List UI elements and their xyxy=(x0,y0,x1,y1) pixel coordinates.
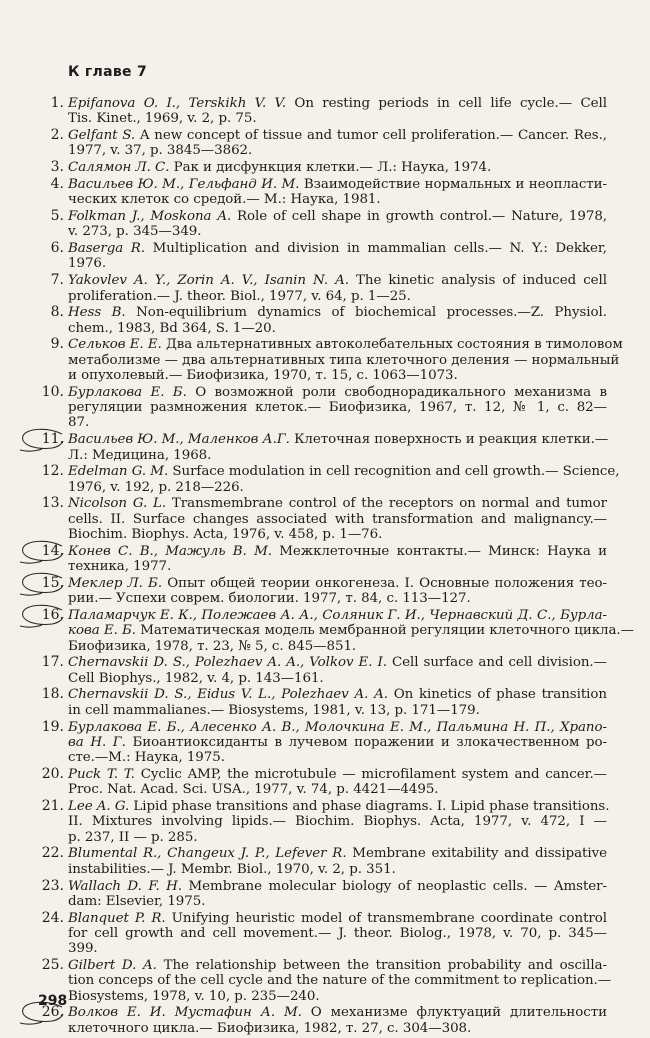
reference-line xyxy=(68,289,607,304)
reference-text: proliferation.— J. theor. Biol., 1977, v. 64, p. 1—25. xyxy=(68,288,411,304)
reference-authors: Epifanova O. I., Terskikh V. V. xyxy=(68,96,287,111)
reference-item xyxy=(0,273,607,304)
reference-number: 19. xyxy=(41,718,64,735)
reference-line xyxy=(68,415,607,430)
reference-text: Биоантиоксиданты в лучевом поражении и злокачественном ро- xyxy=(125,734,607,750)
reference-text: регуляции размножения клеток.— Биофизика, 1967, т. 12, № 1, с. 82— xyxy=(68,400,607,416)
reference-line xyxy=(68,591,607,606)
reference-line xyxy=(68,464,620,480)
reference-list xyxy=(0,96,650,1038)
reference-text: Cyclic AMP, the microtubule — microfilament system and cancer.— xyxy=(134,766,607,782)
reference-line xyxy=(68,608,607,623)
reference-authors: Gilbert D. A. xyxy=(68,958,157,974)
reference-authors: Бурлакова Е. Б., Алесенко А. В., Молочкина Е. М., Пальмина Н. П., Храпо- xyxy=(68,719,607,735)
reference-item xyxy=(0,655,607,686)
reference-authors: кова Е. Б. xyxy=(68,623,136,639)
reference-text: Multiplication and division in mammalian cells.— N. Y.: Dekker, xyxy=(145,241,607,257)
reference-line xyxy=(68,544,607,559)
reference-item xyxy=(0,177,607,208)
reference-number: 16. xyxy=(41,607,64,623)
reference-authors: Волков Е. И. Мустафин А. М. xyxy=(68,1005,302,1021)
reference-text: Proc. Nat. Acad. Sci. USA., 1977, v. 74, p. 4421—4495. xyxy=(68,782,439,798)
reference-authors: Васильев Ю. М., Гельфанд И. М. xyxy=(68,176,300,192)
reference-authors: Бурлакова Е. Б. xyxy=(68,384,187,400)
reference-item xyxy=(0,336,623,384)
reference-number: 15. xyxy=(41,574,64,591)
reference-text: техника, 1977. xyxy=(68,559,172,575)
reference-text: Role of cell shape in growth control.— Nature, 1978, xyxy=(231,209,608,225)
reference-line xyxy=(68,480,607,495)
reference-line xyxy=(68,926,607,941)
reference-line xyxy=(68,782,607,797)
reference-line xyxy=(68,512,607,527)
reference-line xyxy=(68,894,607,909)
reference-text: Lipid phase transitions and phase diagrams. I. Lipid phase transitions. xyxy=(129,799,610,815)
reference-item xyxy=(0,607,634,654)
reference-authors: Меклер Л. Б. xyxy=(68,575,163,591)
reference-line xyxy=(68,830,607,845)
reference-number: 11. xyxy=(41,431,64,448)
reference-line xyxy=(68,527,607,542)
reference-number: 10. xyxy=(41,383,64,400)
reference-line xyxy=(68,305,607,320)
reference-text: for cell growth and cell movement.— J. theor. Biolog., 1978, v. 70, p. 345— xyxy=(68,925,607,941)
reference-item xyxy=(0,911,607,957)
reference-line xyxy=(68,177,607,192)
reference-text: 1977, v. 37, p. 3845—3862. xyxy=(68,143,253,159)
page-number: 298 xyxy=(38,993,68,1009)
reference-text: 399. xyxy=(68,941,98,957)
reference-number: 1. xyxy=(50,95,64,111)
reference-item xyxy=(0,798,610,845)
reference-line xyxy=(68,192,607,207)
reference-text: in cell mammalianes.— Biosystems, 1981, v. 13, p. 171—179. xyxy=(68,702,480,718)
reference-number: 20. xyxy=(41,765,64,782)
reference-text: tion conceps of the cell cycle and the nature of the commitment to replication.— xyxy=(68,973,612,989)
reference-item xyxy=(0,128,607,159)
reference-authors: Hess B. xyxy=(68,305,126,321)
reference-text: Два альтернативных автоколебательных состояния в тимоловом xyxy=(161,337,623,353)
reference-line xyxy=(68,750,607,765)
reference-line xyxy=(68,1021,607,1036)
reference-text: instabilities.— J. Membr. Biol., 1970, v. 2, p. 351. xyxy=(68,861,396,877)
reference-text: A new concept of tissue and tumor cell proliferation.— Cancer. Res., xyxy=(135,128,607,144)
reference-item xyxy=(0,846,607,877)
reference-line xyxy=(68,911,607,926)
reference-line xyxy=(68,496,607,511)
reference-text: Cell Biophys., 1982, v. 4, p. 143—161. xyxy=(68,670,324,686)
reference-text: и опухолевый.— Биофизика, 1970, т. 15, с. 1063—1073. xyxy=(68,368,458,384)
reference-text: dam: Elsevier, 1975. xyxy=(68,893,206,909)
reference-line xyxy=(68,209,607,224)
reference-line xyxy=(68,623,634,639)
reference-item xyxy=(0,879,607,910)
reference-number: 26. xyxy=(41,1004,64,1021)
reference-number: 2. xyxy=(50,127,64,144)
reference-authors: Паламарчук Е. К., Полежаев А. А., Соляник Г. И., Чернавский Д. С., Бурла- xyxy=(68,608,607,623)
reference-line xyxy=(68,559,607,574)
reference-text: О возможной роли свободнорадикального механизма в xyxy=(186,384,607,400)
reference-text: О механизме флуктуаций длительности xyxy=(301,1005,607,1021)
reference-item xyxy=(0,957,612,1004)
reference-line xyxy=(68,576,607,591)
reference-text: On kinetics of phase transition xyxy=(387,687,607,703)
reference-line xyxy=(68,385,607,400)
reference-text: ческих клеток со средой.— М.: Наука, 1981. xyxy=(68,192,381,208)
reference-text: chem., 1983, Bd 364, S. 1—20. xyxy=(68,320,276,336)
reference-number: 25. xyxy=(41,957,64,974)
reference-text: Tis. Kinet., 1969, v. 2, p. 75. xyxy=(68,111,257,127)
reference-authors: Салямон Л. С. xyxy=(68,160,170,176)
reference-text: Клеточная поверхность и реакция клетки.— xyxy=(289,432,609,448)
reference-text: Опыт общей теории онкогенеза. I. Основные положения тео- xyxy=(162,575,607,591)
reference-number: 6. xyxy=(50,240,64,257)
reference-number: 22. xyxy=(41,845,64,862)
reference-line xyxy=(68,687,607,702)
reference-text: Cell surface and cell division.— xyxy=(386,655,607,671)
reference-text: Биофизика, 1978, т. 23, № 5, с. 845—851. xyxy=(68,638,357,654)
reference-line xyxy=(68,941,607,956)
reference-authors: Edelman G. M. xyxy=(68,464,169,480)
reference-authors: Конев С. В., Мажуль В. М. xyxy=(68,543,272,559)
reference-text: сте.—М.: Наука, 1975. xyxy=(68,750,225,766)
reference-number: 4. xyxy=(50,175,64,192)
reference-text: метаболизме — два альтернативных типа клеточного деления — нормальный xyxy=(68,352,620,368)
reference-text: Membrane exitability and dissipative xyxy=(346,846,607,862)
reference-text: The kinetic analysis of induced cell xyxy=(348,273,607,289)
reference-text: The relationship between the transition probability and oscilla- xyxy=(156,958,607,974)
reference-line xyxy=(68,111,607,126)
reference-text: Математическая модель мембранной регуляции клеточного цикла.— xyxy=(135,623,634,639)
reference-line xyxy=(68,703,607,718)
reference-line xyxy=(68,128,607,143)
reference-line xyxy=(68,879,607,894)
reference-line xyxy=(68,448,607,463)
reference-item xyxy=(0,432,607,463)
reference-item xyxy=(0,160,607,175)
reference-text: Transmembrane control of the receptors on normal and tumor xyxy=(166,496,608,512)
reference-item xyxy=(0,576,607,607)
reference-number: 18. xyxy=(41,686,64,703)
reference-text: Surface modulation in cell recognition and cell growth.— Science, xyxy=(168,464,620,480)
reference-line xyxy=(68,256,607,271)
reference-line xyxy=(68,160,607,175)
reference-line xyxy=(68,639,607,654)
reference-authors: Gelfant S. xyxy=(68,128,136,144)
reference-line xyxy=(68,96,607,111)
reference-number: 24. xyxy=(41,909,64,926)
reference-text: 1976, v. 192, p. 218—226. xyxy=(68,479,244,495)
reference-number: 23. xyxy=(41,877,64,894)
reference-text: Unifying heuristic model of transmembrane coordinate control xyxy=(165,910,608,926)
reference-text: Взаимодействие нормальных и неопласти- xyxy=(299,176,607,192)
reference-text: Biosystems, 1978, v. 10, p. 235—240. xyxy=(68,988,320,1004)
reference-text: Межклеточные контакты.— Минск: Наука и xyxy=(271,543,607,559)
reference-text: p. 237, II — p. 285. xyxy=(68,829,198,845)
reference-line xyxy=(68,862,607,877)
reference-number: 14. xyxy=(41,542,64,559)
reference-text: 1976. xyxy=(68,256,107,272)
reference-item xyxy=(0,496,607,542)
reference-line xyxy=(68,989,607,1004)
reference-line xyxy=(68,143,607,158)
reference-line xyxy=(68,321,607,336)
reference-authors: Yakovlev A. Y., Zorin A. V., Isanin N. A. xyxy=(68,273,349,289)
reference-item xyxy=(0,1005,607,1036)
reference-text: рии.— Успехи соврем. биологии. 1977, т. 84, с. 113—127. xyxy=(68,591,471,607)
reference-line xyxy=(68,368,607,383)
reference-line xyxy=(68,337,623,353)
reference-item xyxy=(0,687,607,718)
reference-authors: Wallach D. F. H. xyxy=(68,878,183,894)
reference-text: 87. xyxy=(68,415,90,431)
reference-line xyxy=(68,958,607,973)
reference-text: Non-equilibrium dynamics of biochemical processes.—Z. Physiol. xyxy=(125,305,607,321)
reference-text: v. 273, p. 345—349. xyxy=(68,224,202,240)
reference-line xyxy=(68,1005,607,1020)
reference-item xyxy=(0,96,607,127)
reference-line xyxy=(68,224,607,239)
reference-line xyxy=(68,814,607,829)
reference-line xyxy=(68,432,607,447)
reference-authors: ва Н. Г. xyxy=(68,734,126,750)
reference-text: cells. II. Surface changes associated with transformation and malignancy.— xyxy=(68,511,607,527)
reference-authors: Puck T. T. xyxy=(68,766,135,782)
reference-number: 5. xyxy=(50,208,64,225)
reference-item xyxy=(0,544,607,575)
chapter-heading: К главе 7 xyxy=(68,64,148,80)
reference-number: 3. xyxy=(50,159,64,176)
reference-number: 13. xyxy=(41,495,64,512)
reference-text: клеточного цикла.— Биофизика, 1982, т. 27, с. 304—308. xyxy=(68,1020,472,1036)
reference-text: On resting periods in cell life cycle.— Cell xyxy=(286,96,607,111)
reference-line xyxy=(68,655,607,670)
reference-authors: Васильев Ю. М., Маленков А.Г. xyxy=(68,432,290,448)
reference-line xyxy=(68,352,620,368)
reference-number: 12. xyxy=(41,463,64,480)
reference-text: Л.: Медицина, 1968. xyxy=(68,447,212,463)
reference-line xyxy=(68,273,607,288)
reference-number: 7. xyxy=(50,272,64,289)
reference-number: 8. xyxy=(50,304,64,321)
reference-line xyxy=(68,720,607,735)
reference-item xyxy=(0,385,607,431)
reference-item xyxy=(0,305,607,336)
reference-authors: Lee A. G. xyxy=(68,799,130,815)
reference-item xyxy=(0,209,607,240)
reference-item xyxy=(0,241,607,272)
reference-text: Membrane molecular biology of neoplastic cells. — Amster- xyxy=(182,878,607,894)
reference-authors: Chernavskii D. S., Polezhaev A. A., Volkov E. I. xyxy=(68,655,387,671)
reference-line xyxy=(68,846,607,861)
reference-authors: Nicolson G. L. xyxy=(68,496,167,512)
reference-text: Рак и дисфункция клетки.— Л.: Наука, 1974. xyxy=(169,160,492,176)
reference-number: 9. xyxy=(50,336,64,353)
reference-authors: Сельков Е. Е. xyxy=(68,337,162,353)
reference-authors: Folkman J., Moskona A. xyxy=(68,209,232,225)
reference-line xyxy=(68,799,610,815)
reference-number: 17. xyxy=(41,654,64,671)
reference-line xyxy=(68,241,607,256)
reference-item xyxy=(0,767,607,798)
reference-item xyxy=(0,720,607,766)
reference-line xyxy=(68,400,607,415)
reference-text: II. Mixtures involving lipids.— Biochim. Biophys. Acta, 1977, v. 472, I — xyxy=(68,814,607,830)
reference-text: Biochim. Biophys. Acta, 1976, v. 458, p. 1—76. xyxy=(68,527,383,543)
reference-authors: Baserga R. xyxy=(68,241,146,257)
reference-item xyxy=(0,463,620,495)
reference-line xyxy=(68,671,607,686)
reference-line xyxy=(68,973,612,989)
reference-authors: Chernavskii D. S., Eidus V. L., Polezhaev A. A. xyxy=(68,687,388,703)
reference-number: 21. xyxy=(41,798,64,815)
reference-authors: Blumental R., Changeux J. P., Lefever R. xyxy=(68,846,347,862)
reference-line xyxy=(68,735,607,750)
reference-line xyxy=(68,767,607,782)
reference-authors: Blanquet P. R. xyxy=(68,910,166,926)
